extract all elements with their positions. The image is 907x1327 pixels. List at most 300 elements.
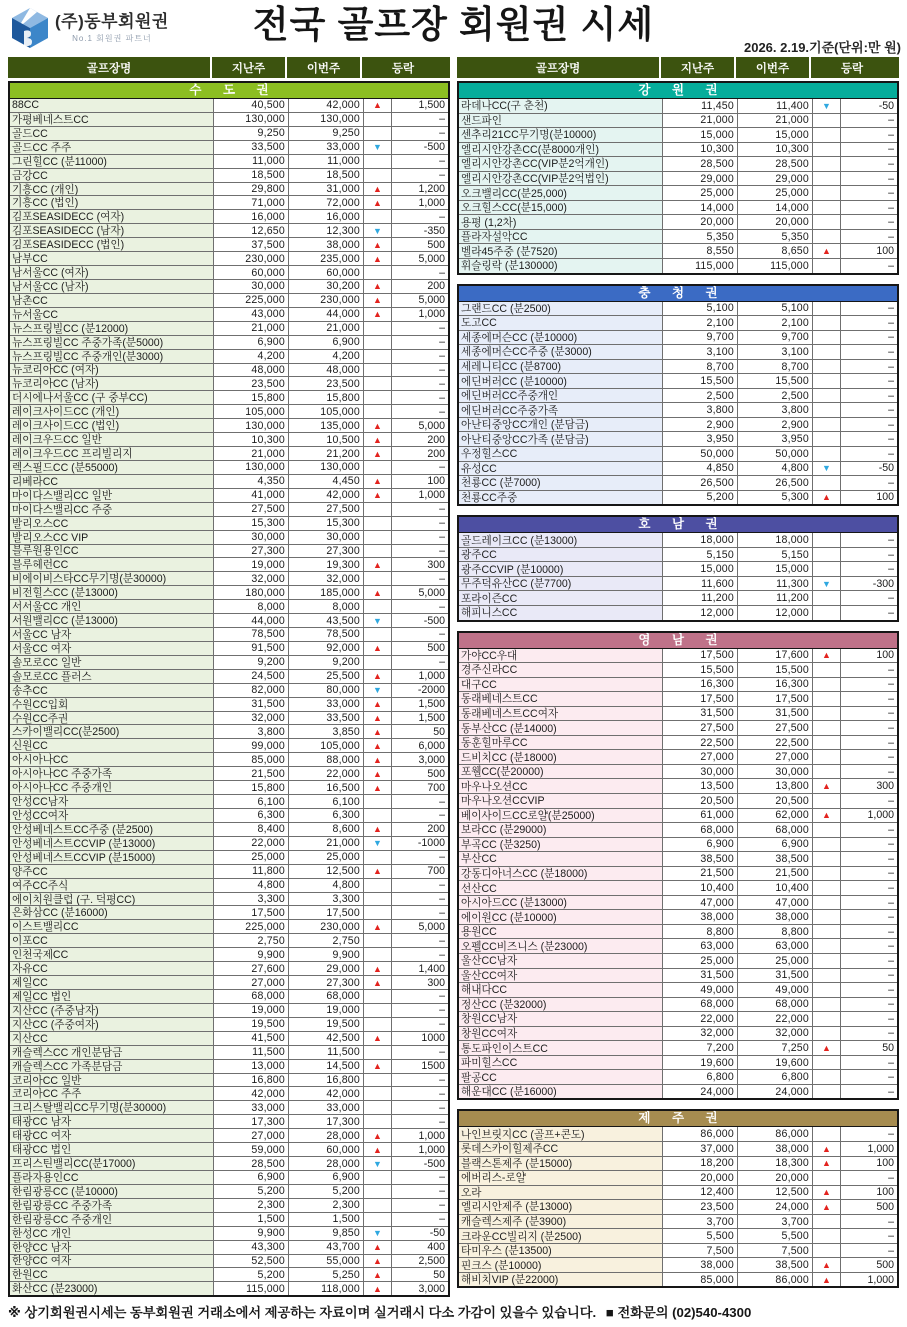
change-up-icon: ▲ — [813, 649, 841, 663]
last-week-price: 4,200 — [214, 350, 289, 363]
this-week-price: 33,500 — [289, 712, 364, 725]
last-week-price: 5,200 — [663, 491, 738, 505]
last-week-price: 30,000 — [214, 531, 289, 544]
col-header-this-week: 이번주 — [287, 57, 362, 78]
last-week-price: 6,900 — [214, 336, 289, 349]
change-arrow-cell — [364, 600, 392, 613]
last-week-price: 18,200 — [663, 1157, 738, 1171]
golf-course-name: 김포SEASIDECC (남자) — [10, 224, 214, 237]
last-week-price: 2,500 — [663, 389, 738, 403]
change-value: -350 — [392, 224, 448, 237]
last-week-price: 8,400 — [214, 823, 289, 836]
this-week-price: 25,500 — [289, 670, 364, 683]
last-week-price: 52,500 — [214, 1255, 289, 1268]
table-row — [459, 172, 897, 187]
last-week-price: 63,000 — [663, 939, 738, 953]
table-row — [10, 1018, 448, 1032]
change-up-icon: ▲ — [364, 1282, 392, 1295]
golf-course-name: 롯데스카이힐제주CC — [459, 1142, 663, 1156]
golf-course-name: 안성베네스트CCVIP (분13000) — [10, 837, 214, 850]
change-arrow-cell — [813, 476, 841, 490]
table-row — [10, 906, 448, 920]
last-week-price: 38,000 — [663, 910, 738, 924]
this-week-price: 6,800 — [738, 1070, 813, 1084]
change-value: -1000 — [392, 837, 448, 850]
golf-course-name: 송추CC — [10, 684, 214, 697]
change-up-icon: ▲ — [364, 1268, 392, 1281]
this-week-price: 38,000 — [738, 1142, 813, 1156]
golf-course-name: 아시아나CC 주중가족 — [10, 767, 214, 780]
section-chungcheong — [457, 284, 899, 507]
table-row — [459, 345, 897, 360]
this-week-price: 42,000 — [289, 1087, 364, 1100]
this-week-price: 21,500 — [738, 867, 813, 881]
last-week-price: 21,500 — [214, 767, 289, 780]
table-row — [459, 867, 897, 882]
change-arrow-cell — [364, 336, 392, 349]
change-value: 1,000 — [392, 1129, 448, 1142]
golf-course-name: 포웰CC(분20000) — [459, 765, 663, 779]
last-week-price: 22,500 — [663, 736, 738, 750]
table-row — [459, 114, 897, 129]
change-value: 500 — [841, 1258, 897, 1272]
last-week-price: 68,000 — [663, 998, 738, 1012]
change-value: – — [392, 628, 448, 641]
change-value: 1,000 — [841, 1273, 897, 1287]
change-arrow-cell — [364, 934, 392, 947]
table-row — [459, 925, 897, 940]
change-value: – — [841, 1171, 897, 1185]
change-arrow-cell — [813, 447, 841, 461]
change-value: -300 — [841, 577, 897, 591]
this-week-price: 17,600 — [738, 649, 813, 663]
change-value: -50 — [392, 1227, 448, 1240]
last-week-price: 13,000 — [214, 1060, 289, 1073]
section-honam — [457, 515, 899, 621]
last-week-price: 20,500 — [663, 794, 738, 808]
change-value: – — [392, 364, 448, 377]
table-row — [459, 969, 897, 984]
this-week-price: 27,000 — [738, 750, 813, 764]
this-week-price: 86,000 — [738, 1127, 813, 1141]
last-week-price: 38,500 — [663, 852, 738, 866]
change-value: -500 — [392, 614, 448, 627]
company-tagline: No.1 회원권 파트너 — [72, 34, 152, 43]
change-value: 300 — [392, 558, 448, 571]
golf-course-name: 용평 (1,2차) — [459, 215, 663, 229]
table-row — [10, 1143, 448, 1157]
change-up-icon: ▲ — [364, 712, 392, 725]
change-value: – — [392, 656, 448, 669]
change-arrow-cell — [813, 1012, 841, 1026]
this-week-price: 7,500 — [738, 1244, 813, 1258]
last-week-price: 61,000 — [663, 809, 738, 823]
golf-course-name: 천룡CC주중 — [459, 491, 663, 505]
last-week-price: 42,000 — [214, 1087, 289, 1100]
this-week-price: 15,300 — [289, 517, 364, 530]
table-row — [10, 976, 448, 990]
last-week-price: 9,900 — [214, 1227, 289, 1240]
this-week-price: 24,000 — [738, 1200, 813, 1214]
change-value: 100 — [841, 244, 897, 258]
right-column-body — [457, 81, 899, 1288]
golf-course-name: 도고CC — [459, 316, 663, 330]
change-value: – — [841, 548, 897, 562]
change-down-icon: ▼ — [364, 141, 392, 154]
change-value: – — [841, 823, 897, 837]
golf-course-name: 부산CC — [459, 852, 663, 866]
this-week-price: 60,000 — [289, 1143, 364, 1156]
change-value: 300 — [392, 976, 448, 989]
this-week-price: 63,000 — [738, 939, 813, 953]
golf-course-name: 동훈힐마루CC — [459, 736, 663, 750]
change-arrow-cell — [364, 127, 392, 140]
table-row — [459, 838, 897, 853]
this-week-price: 92,000 — [289, 642, 364, 655]
table-row — [459, 998, 897, 1013]
change-arrow-cell — [813, 1215, 841, 1229]
golf-course-name: 플라자설악CC — [459, 230, 663, 244]
table-row — [459, 721, 897, 736]
change-up-icon: ▲ — [364, 447, 392, 460]
change-value: – — [392, 1101, 448, 1114]
table-row — [10, 934, 448, 948]
golf-course-name: 광주CC — [459, 548, 663, 562]
table-row — [459, 548, 897, 563]
this-week-price: 21,000 — [289, 322, 364, 335]
table-row — [459, 432, 897, 447]
this-week-price: 230,000 — [289, 920, 364, 933]
this-week-price: 5,200 — [289, 1185, 364, 1198]
last-week-price: 60,000 — [214, 266, 289, 279]
golf-course-name: 레이크우드CC 일반 — [10, 433, 214, 446]
golf-course-name: 가야CC우대 — [459, 649, 663, 663]
section-gangwon — [457, 81, 899, 275]
change-value: 1,400 — [392, 962, 448, 975]
table-row — [10, 712, 448, 726]
change-value: – — [841, 765, 897, 779]
change-value: 500 — [392, 767, 448, 780]
change-down-icon: ▼ — [364, 684, 392, 697]
change-value: – — [841, 867, 897, 881]
change-value: – — [392, 266, 448, 279]
last-week-price: 44,000 — [214, 614, 289, 627]
golf-course-name: 용원CC — [459, 925, 663, 939]
change-up-icon: ▲ — [813, 1200, 841, 1214]
golf-course-name: 해피니스CC — [459, 606, 663, 620]
change-arrow-cell — [813, 1171, 841, 1185]
golf-course-name: 그랜드CC (분2500) — [459, 302, 663, 316]
change-arrow-cell — [364, 517, 392, 530]
last-week-price: 10,300 — [663, 143, 738, 157]
change-value: – — [841, 983, 897, 997]
change-arrow-cell — [364, 1087, 392, 1100]
change-value: – — [841, 389, 897, 403]
last-week-price: 19,600 — [663, 1056, 738, 1070]
table-row — [459, 230, 897, 245]
table-row — [10, 642, 448, 656]
change-value: – — [392, 210, 448, 223]
table-row — [10, 1227, 448, 1241]
last-week-price: 38,000 — [663, 1258, 738, 1272]
last-week-price: 33,500 — [214, 141, 289, 154]
golf-course-name: 솔모로CC 일반 — [10, 656, 214, 669]
change-value: – — [392, 113, 448, 126]
change-arrow-cell — [364, 210, 392, 223]
golf-course-name: 통도파인이스트CC — [459, 1041, 663, 1055]
this-week-price: 17,500 — [289, 906, 364, 919]
last-week-price: 2,900 — [663, 418, 738, 432]
golf-course-name: 휘슬링락 (분130000) — [459, 259, 663, 273]
this-week-price: 21,000 — [289, 837, 364, 850]
change-value: 1,000 — [392, 1143, 448, 1156]
last-week-price: 11,500 — [214, 1046, 289, 1059]
this-week-price: 11,500 — [289, 1046, 364, 1059]
change-value: – — [841, 418, 897, 432]
change-value: 1,500 — [392, 99, 448, 112]
table-row — [10, 558, 448, 572]
golf-course-name: 우정힐스CC — [459, 447, 663, 461]
change-arrow-cell — [813, 707, 841, 721]
table-row — [10, 781, 448, 795]
change-arrow-cell — [364, 113, 392, 126]
change-value: – — [392, 1046, 448, 1059]
last-week-price: 9,200 — [214, 656, 289, 669]
last-week-price: 2,750 — [214, 934, 289, 947]
table-row — [10, 809, 448, 823]
golf-course-name: 핀크스 (분10000) — [459, 1258, 663, 1272]
this-week-price: 2,900 — [738, 418, 813, 432]
last-week-price: 25,000 — [663, 954, 738, 968]
table-row — [459, 881, 897, 896]
col-header-name: 골프장명 — [8, 57, 212, 78]
golf-course-name: 대구CC — [459, 678, 663, 692]
golf-course-name: 발리오스CC VIP — [10, 531, 214, 544]
change-arrow-cell — [813, 331, 841, 345]
change-up-icon: ▲ — [364, 1143, 392, 1156]
change-arrow-cell — [364, 461, 392, 474]
this-week-price: 26,500 — [738, 476, 813, 490]
last-week-price: 25,000 — [663, 186, 738, 200]
last-week-price: 230,000 — [214, 252, 289, 265]
golf-course-name: 지산CC (주중여자) — [10, 1018, 214, 1031]
change-value: – — [392, 948, 448, 961]
change-down-icon: ▼ — [364, 1227, 392, 1240]
last-week-price: 32,000 — [214, 572, 289, 585]
last-week-price: 6,300 — [214, 809, 289, 822]
golf-course-name: 코리아CC 주주 — [10, 1087, 214, 1100]
change-value: 1,000 — [392, 670, 448, 683]
table-row — [10, 447, 448, 461]
table-row — [10, 614, 448, 628]
change-arrow-cell — [364, 1004, 392, 1017]
this-week-price: 38,500 — [738, 1258, 813, 1272]
table-row — [10, 1032, 448, 1046]
this-week-price: 2,500 — [738, 389, 813, 403]
this-week-price: 15,500 — [738, 374, 813, 388]
table-row — [10, 739, 448, 753]
change-value: 200 — [392, 447, 448, 460]
change-arrow-cell — [364, 628, 392, 641]
golf-course-name: 김포SEASIDECC (여자) — [10, 210, 214, 223]
table-row — [459, 577, 897, 592]
golf-course-name: 서서울CC 개인 — [10, 600, 214, 613]
last-week-price: 8,800 — [663, 925, 738, 939]
golf-course-name: 벨라45주중 (분7520) — [459, 244, 663, 258]
table-row — [10, 990, 448, 1004]
change-arrow-cell — [813, 418, 841, 432]
table-row — [10, 767, 448, 781]
this-week-price: 25,000 — [738, 186, 813, 200]
disclaimer-text: ※ 상기회원권시세는 동부회원권 거래소에서 제공하는 자료이며 실거래시 다소 가감이 있을수 있습니다. — [8, 1305, 597, 1320]
golf-course-name: 에이치원클럽 (구. 덕평CC) — [10, 893, 214, 906]
change-value: – — [841, 447, 897, 461]
this-week-price: 6,900 — [738, 838, 813, 852]
this-week-price: 12,300 — [289, 224, 364, 237]
left-column-header — [8, 57, 450, 78]
change-value: – — [841, 345, 897, 359]
this-week-price: 19,000 — [289, 1004, 364, 1017]
change-value: – — [841, 143, 897, 157]
change-value: – — [841, 360, 897, 374]
this-week-price: 5,150 — [738, 548, 813, 562]
change-arrow-cell — [813, 678, 841, 692]
golf-course-name: 엘리시안강촌CC(VIP분2억법인) — [459, 172, 663, 186]
this-week-price: 4,800 — [738, 462, 813, 476]
change-up-icon: ▲ — [813, 809, 841, 823]
golf-course-name: 블루원용인CC — [10, 545, 214, 558]
company-name: (주)동부회원권 — [55, 12, 169, 31]
this-week-price: 185,000 — [289, 586, 364, 599]
last-week-price: 20,000 — [663, 215, 738, 229]
this-week-price: 32,000 — [738, 1027, 813, 1041]
this-week-price: 3,850 — [289, 725, 364, 738]
change-arrow-cell — [813, 432, 841, 446]
last-week-price: 4,850 — [663, 462, 738, 476]
change-value: 1,000 — [841, 809, 897, 823]
change-up-icon: ▲ — [364, 433, 392, 446]
change-value: – — [841, 678, 897, 692]
change-value: – — [841, 939, 897, 953]
table-row — [10, 893, 448, 907]
this-week-price: 11,000 — [289, 155, 364, 168]
golf-course-name: 기흥CC (개인) — [10, 183, 214, 196]
col-header-last-week: 지난주 — [212, 57, 287, 78]
this-week-price: 230,000 — [289, 294, 364, 307]
change-value: 1,000 — [841, 1142, 897, 1156]
this-week-price: 27,300 — [289, 545, 364, 558]
table-row — [10, 545, 448, 559]
this-week-price: 10,400 — [738, 881, 813, 895]
golf-course-name: 파미힐스CC — [459, 1056, 663, 1070]
this-week-price: 10,300 — [738, 143, 813, 157]
last-week-price: 17,500 — [663, 692, 738, 706]
table-row — [10, 823, 448, 837]
table-row — [459, 316, 897, 331]
change-value: – — [392, 461, 448, 474]
this-week-price: 19,600 — [738, 1056, 813, 1070]
this-week-price: 28,000 — [289, 1129, 364, 1142]
change-value: – — [841, 201, 897, 215]
golf-course-name: 레이크우드CC 프리빌리지 — [10, 447, 214, 460]
last-week-price: 5,350 — [663, 230, 738, 244]
change-value: – — [392, 1115, 448, 1128]
last-week-price: 3,700 — [663, 1215, 738, 1229]
table-row — [10, 377, 448, 391]
last-week-price: 8,700 — [663, 360, 738, 374]
last-week-price: 7,200 — [663, 1041, 738, 1055]
table-row — [10, 851, 448, 865]
last-week-price: 68,000 — [214, 990, 289, 1003]
change-value: – — [841, 562, 897, 576]
golf-course-name: 골드레이크CC (분13000) — [459, 533, 663, 547]
golf-course-name: 캐슬렉스CC 개인분담금 — [10, 1046, 214, 1059]
last-week-price: 115,000 — [214, 1282, 289, 1295]
change-arrow-cell — [813, 750, 841, 764]
change-value: -2000 — [392, 684, 448, 697]
golf-course-name: 아시아나CC — [10, 753, 214, 766]
change-value: – — [392, 809, 448, 822]
table-row — [10, 962, 448, 976]
golf-course-name: 리베라CC — [10, 475, 214, 488]
golf-course-name: 남촌CC — [10, 294, 214, 307]
last-week-price: 43,000 — [214, 308, 289, 321]
change-value: – — [392, 127, 448, 140]
last-week-price: 15,500 — [663, 374, 738, 388]
change-value: – — [392, 1074, 448, 1087]
change-up-icon: ▲ — [364, 1129, 392, 1142]
last-week-price: 2,100 — [663, 316, 738, 330]
change-up-icon: ▲ — [364, 725, 392, 738]
golf-course-name: 마우나오션CC — [459, 779, 663, 793]
change-value: – — [841, 302, 897, 316]
table-row — [10, 210, 448, 224]
change-value: 700 — [392, 865, 448, 878]
section-title-yeongnam: 영 남 권 — [459, 633, 897, 649]
table-row — [10, 405, 448, 419]
golf-course-name: 해운대CC (분16000) — [459, 1085, 663, 1099]
change-down-icon: ▼ — [813, 577, 841, 591]
change-arrow-cell — [813, 910, 841, 924]
change-value: – — [841, 172, 897, 186]
change-arrow-cell — [813, 954, 841, 968]
table-row — [10, 656, 448, 670]
change-arrow-cell — [813, 1056, 841, 1070]
last-week-price: 22,000 — [214, 837, 289, 850]
change-value: 5,000 — [392, 294, 448, 307]
change-up-icon: ▲ — [364, 1241, 392, 1254]
change-arrow-cell — [813, 533, 841, 547]
this-week-price: 135,000 — [289, 419, 364, 432]
golf-course-name: 선산CC — [459, 881, 663, 895]
last-week-price: 3,300 — [214, 893, 289, 906]
golf-course-name: 엘리시안강촌CC(VIP분2억개인) — [459, 157, 663, 171]
table-row — [459, 1258, 897, 1273]
last-week-price: 21,000 — [663, 114, 738, 128]
last-week-price: 28,500 — [663, 157, 738, 171]
golf-course-name: 지산CC (주중남자) — [10, 1004, 214, 1017]
table-row — [10, 1060, 448, 1074]
golf-course-name: 양주CC — [10, 865, 214, 878]
last-week-price: 32,000 — [663, 1027, 738, 1041]
golf-course-name: 라데나CC(구 춘천) — [459, 99, 663, 113]
table-row — [10, 350, 448, 364]
table-row — [10, 1115, 448, 1129]
section-title-chungcheong: 충 청 권 — [459, 286, 897, 302]
this-week-price: 31,500 — [738, 707, 813, 721]
golf-course-name: 은화삼CC (분16000) — [10, 906, 214, 919]
table-row — [459, 809, 897, 824]
